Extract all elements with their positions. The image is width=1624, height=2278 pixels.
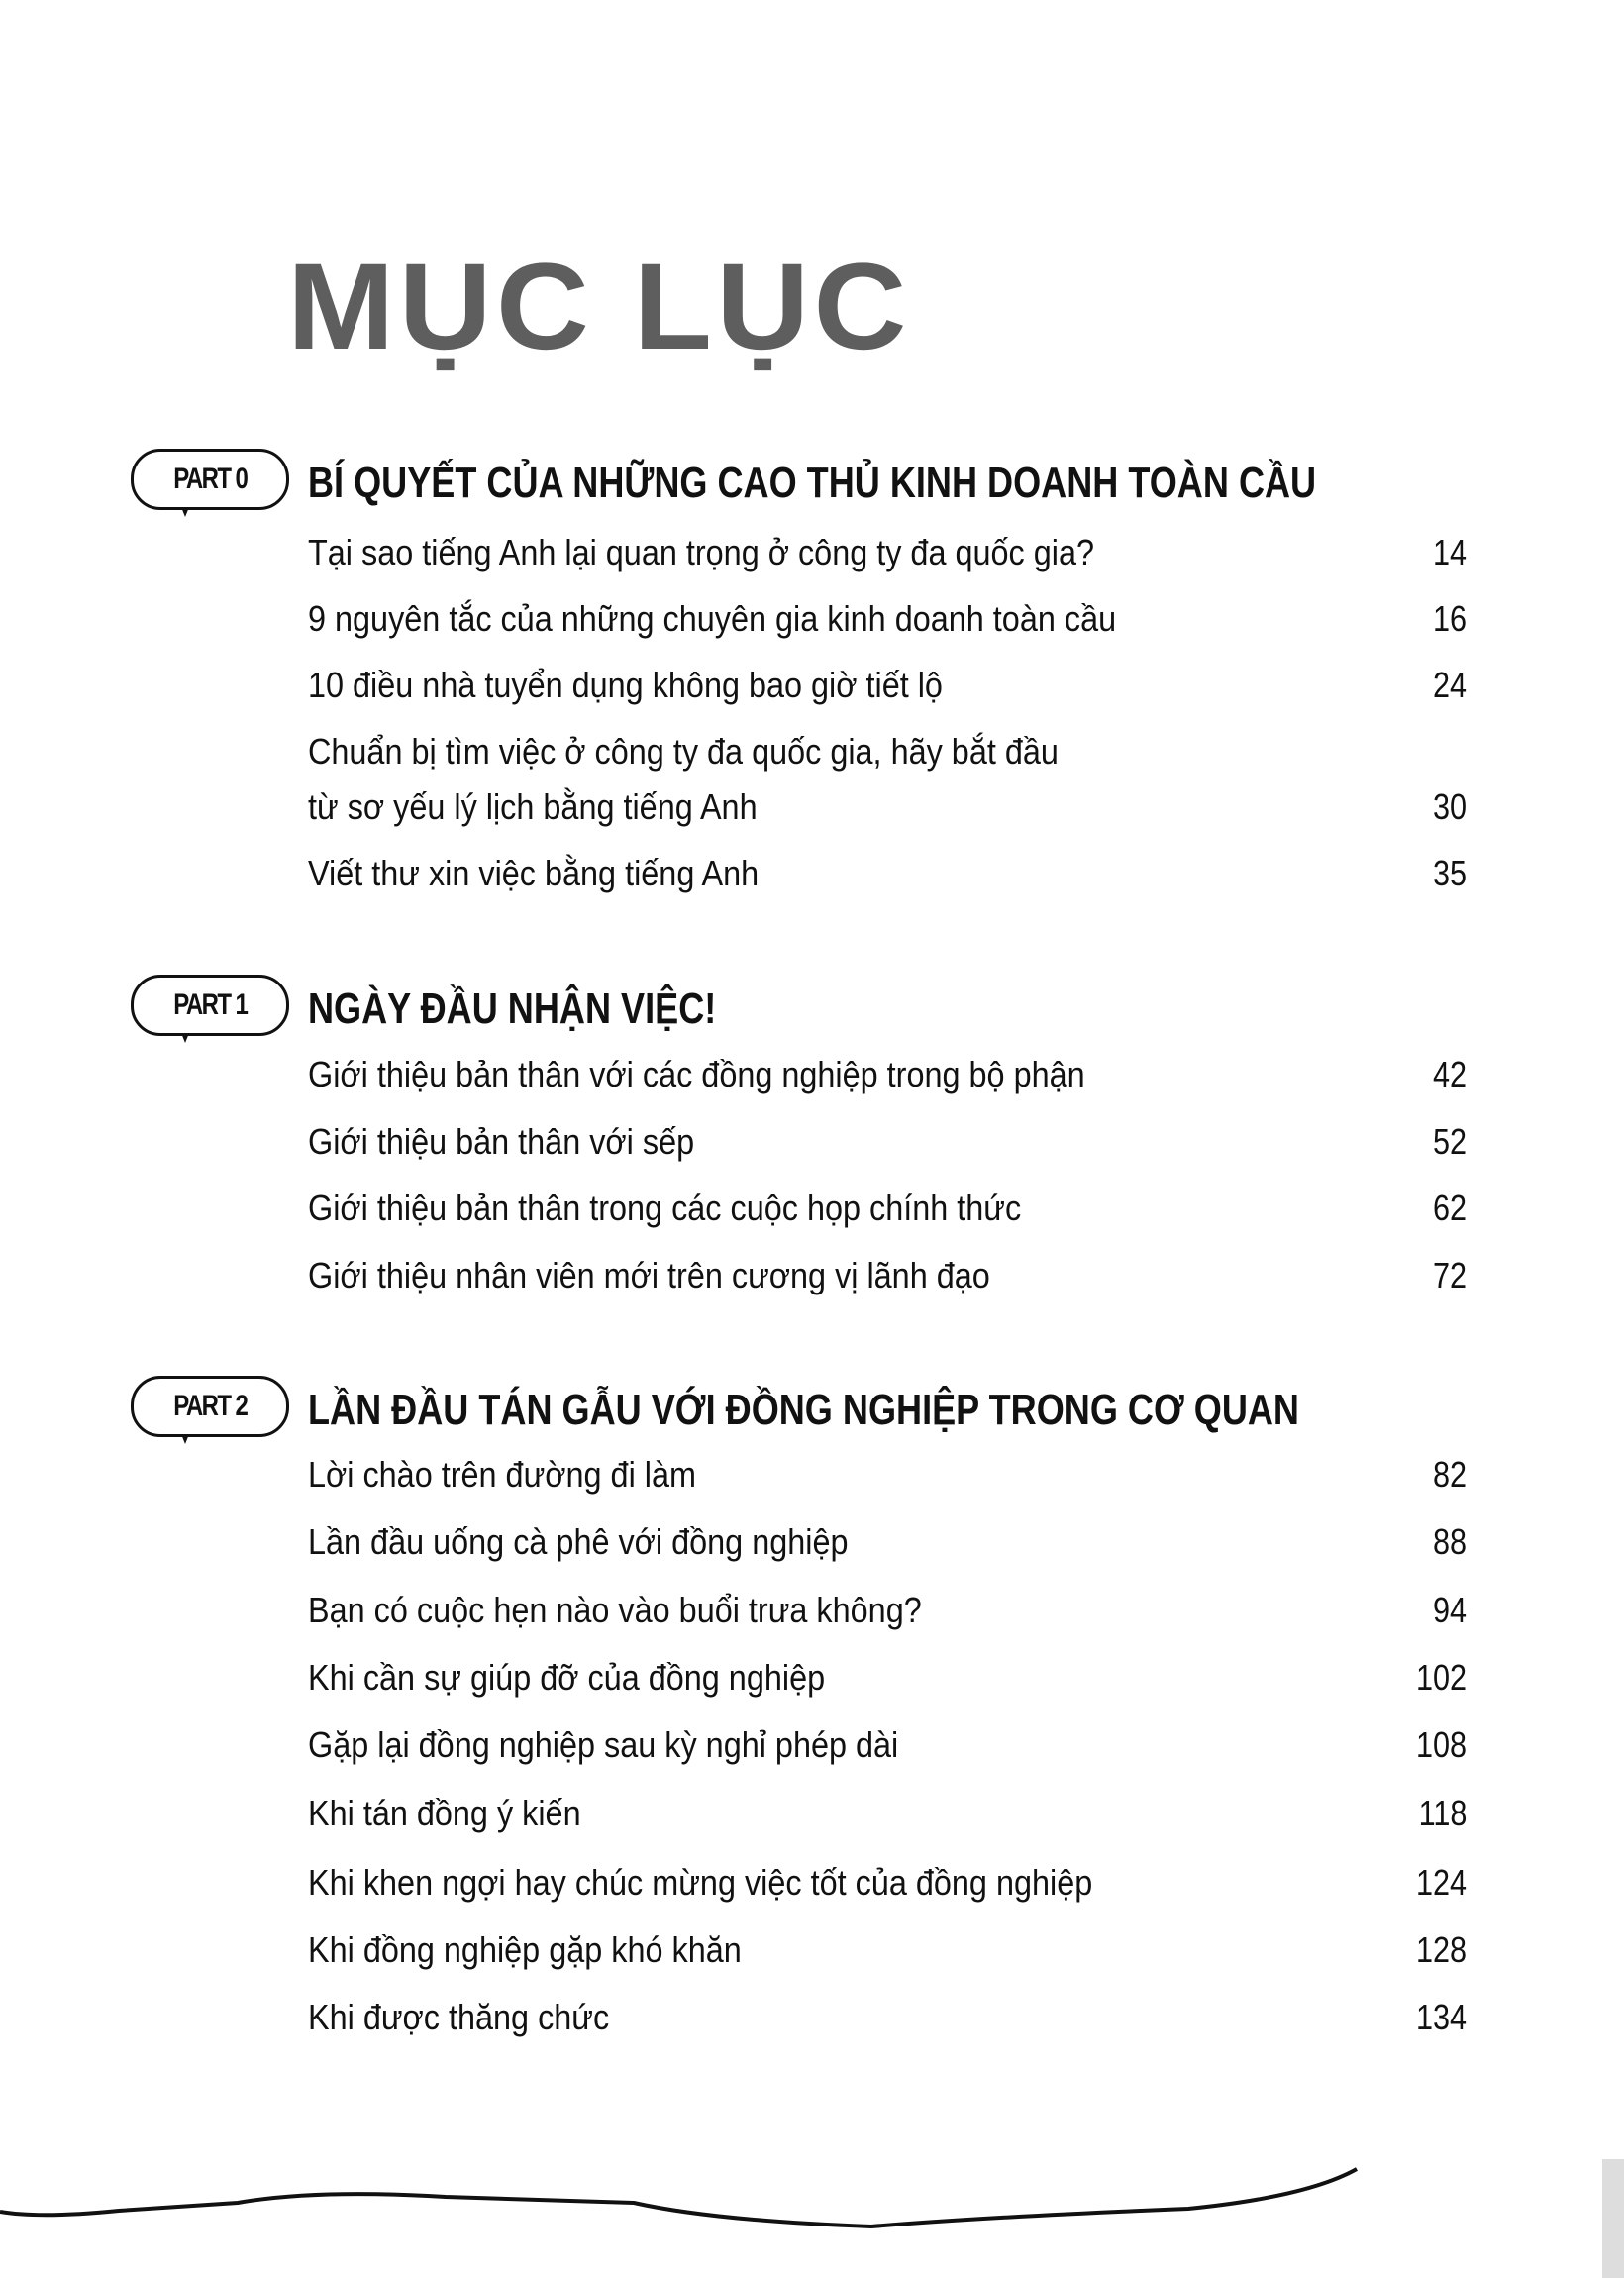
part-2-heading: LẦN ĐẦU TÁN GẪU VỚI ĐỒNG NGHIỆP TRONG CƠ QUAN [308, 1386, 1300, 1434]
toc-entry[interactable] [308, 1255, 1467, 1295]
entry-page: 16 [1432, 598, 1467, 639]
entry-title: Giới thiệu bản thân trong các cuộc họp chính thức [308, 1188, 1022, 1228]
entry-title: Viết thư xin việc bằng tiếng Anh [308, 853, 760, 893]
toc-entry[interactable] [308, 598, 1467, 639]
entry-page: 14 [1432, 532, 1467, 572]
part-1-label: PART 1 [173, 988, 247, 1021]
entry-title: 10 điều nhà tuyển dụng không bao giờ tiết lộ [308, 665, 943, 705]
entry-title: từ sơ yếu lý lịch bằng tiếng Anh [308, 786, 758, 827]
toc-entry[interactable] [308, 1590, 1467, 1630]
entry-title: Tại sao tiếng Anh lại quan trọng ở công ty đa quốc gia? [308, 532, 1094, 572]
entry-page: 94 [1432, 1590, 1467, 1630]
entry-title: Lời chào trên đường đi làm [308, 1454, 696, 1495]
page-title: MỤC LỤC [287, 239, 911, 375]
toc-entry[interactable] [308, 1657, 1467, 1698]
entry-page: 24 [1432, 665, 1467, 705]
toc-entry[interactable] [308, 1454, 1467, 1495]
entry-title: 9 nguyên tắc của những chuyên gia kinh doanh toàn cầu [308, 598, 1117, 639]
entry-page: 62 [1432, 1188, 1467, 1228]
entry-page: 88 [1432, 1521, 1467, 1562]
toc-entry[interactable] [308, 1121, 1467, 1162]
entry-page: 124 [1415, 1862, 1467, 1903]
entry-title: Giới thiệu bản thân với sếp [308, 1121, 695, 1162]
bottom-edge-line [0, 2159, 1624, 2278]
toc-entry[interactable] [308, 665, 1467, 705]
part-2-badge [131, 1376, 289, 1437]
toc-entry[interactable] [308, 853, 1467, 893]
entry-title: Chuẩn bị tìm việc ở công ty đa quốc gia, hãy bắt đầu [308, 731, 1059, 772]
toc-entry[interactable] [308, 1997, 1467, 2037]
entry-page: 72 [1432, 1255, 1467, 1295]
entry-title: Giới thiệu bản thân với các đồng nghiệp trong bộ phận [308, 1054, 1085, 1094]
part-1-badge [131, 975, 289, 1036]
entry-title: Bạn có cuộc hẹn nào vào buổi trưa không? [308, 1590, 922, 1630]
entry-title: Khi được thăng chức [308, 1997, 610, 2037]
entry-title: Khi cần sự giúp đỡ của đồng nghiệp [308, 1657, 826, 1698]
toc-entry[interactable] [308, 1929, 1467, 1970]
entry-page: 52 [1432, 1121, 1467, 1162]
toc-entry[interactable] [308, 1793, 1467, 1833]
entry-page: 118 [1418, 1793, 1467, 1833]
toc-entry[interactable] [308, 1862, 1467, 1903]
entry-title: Khi khen ngợi hay chúc mừng việc tốt của đồng nghiệp [308, 1862, 1093, 1903]
entry-title: Khi đồng nghiệp gặp khó khăn [308, 1929, 742, 1970]
toc-entry-continued[interactable] [308, 786, 1467, 827]
entry-title: Gặp lại đồng nghiệp sau kỳ nghỉ phép dài [308, 1724, 899, 1765]
entry-page: 134 [1415, 1997, 1467, 2037]
entry-page: 30 [1432, 786, 1467, 827]
toc-entry[interactable] [308, 1724, 1467, 1765]
toc-entry[interactable] [308, 1054, 1467, 1094]
entry-page: 108 [1415, 1724, 1467, 1765]
part-0-badge [131, 449, 289, 510]
entry-title: Lần đầu uống cà phê với đồng nghiệp [308, 1521, 849, 1562]
part-0-heading: BÍ QUYẾT CỦA NHỮNG CAO THỦ KINH DOANH TOÀN CẦU [308, 459, 1317, 507]
toc-entry[interactable] [308, 1188, 1467, 1228]
toc-entry[interactable] [308, 532, 1467, 572]
toc-entry[interactable] [308, 1521, 1467, 1562]
entry-page: 128 [1415, 1929, 1467, 1970]
part-0-label: PART 0 [173, 463, 247, 495]
toc-entry[interactable] [308, 731, 1467, 772]
entry-page: 82 [1432, 1454, 1467, 1495]
entry-page: 35 [1432, 853, 1467, 893]
part-2-label: PART 2 [173, 1390, 247, 1422]
part-1-heading: NGÀY ĐẦU NHẬN VIỆC! [308, 984, 717, 1033]
entry-title: Khi tán đồng ý kiến [308, 1793, 581, 1833]
entry-title: Giới thiệu nhân viên mới trên cương vị lãnh đạo [308, 1255, 990, 1295]
entry-page: 102 [1415, 1657, 1467, 1698]
entry-page: 42 [1432, 1054, 1467, 1094]
